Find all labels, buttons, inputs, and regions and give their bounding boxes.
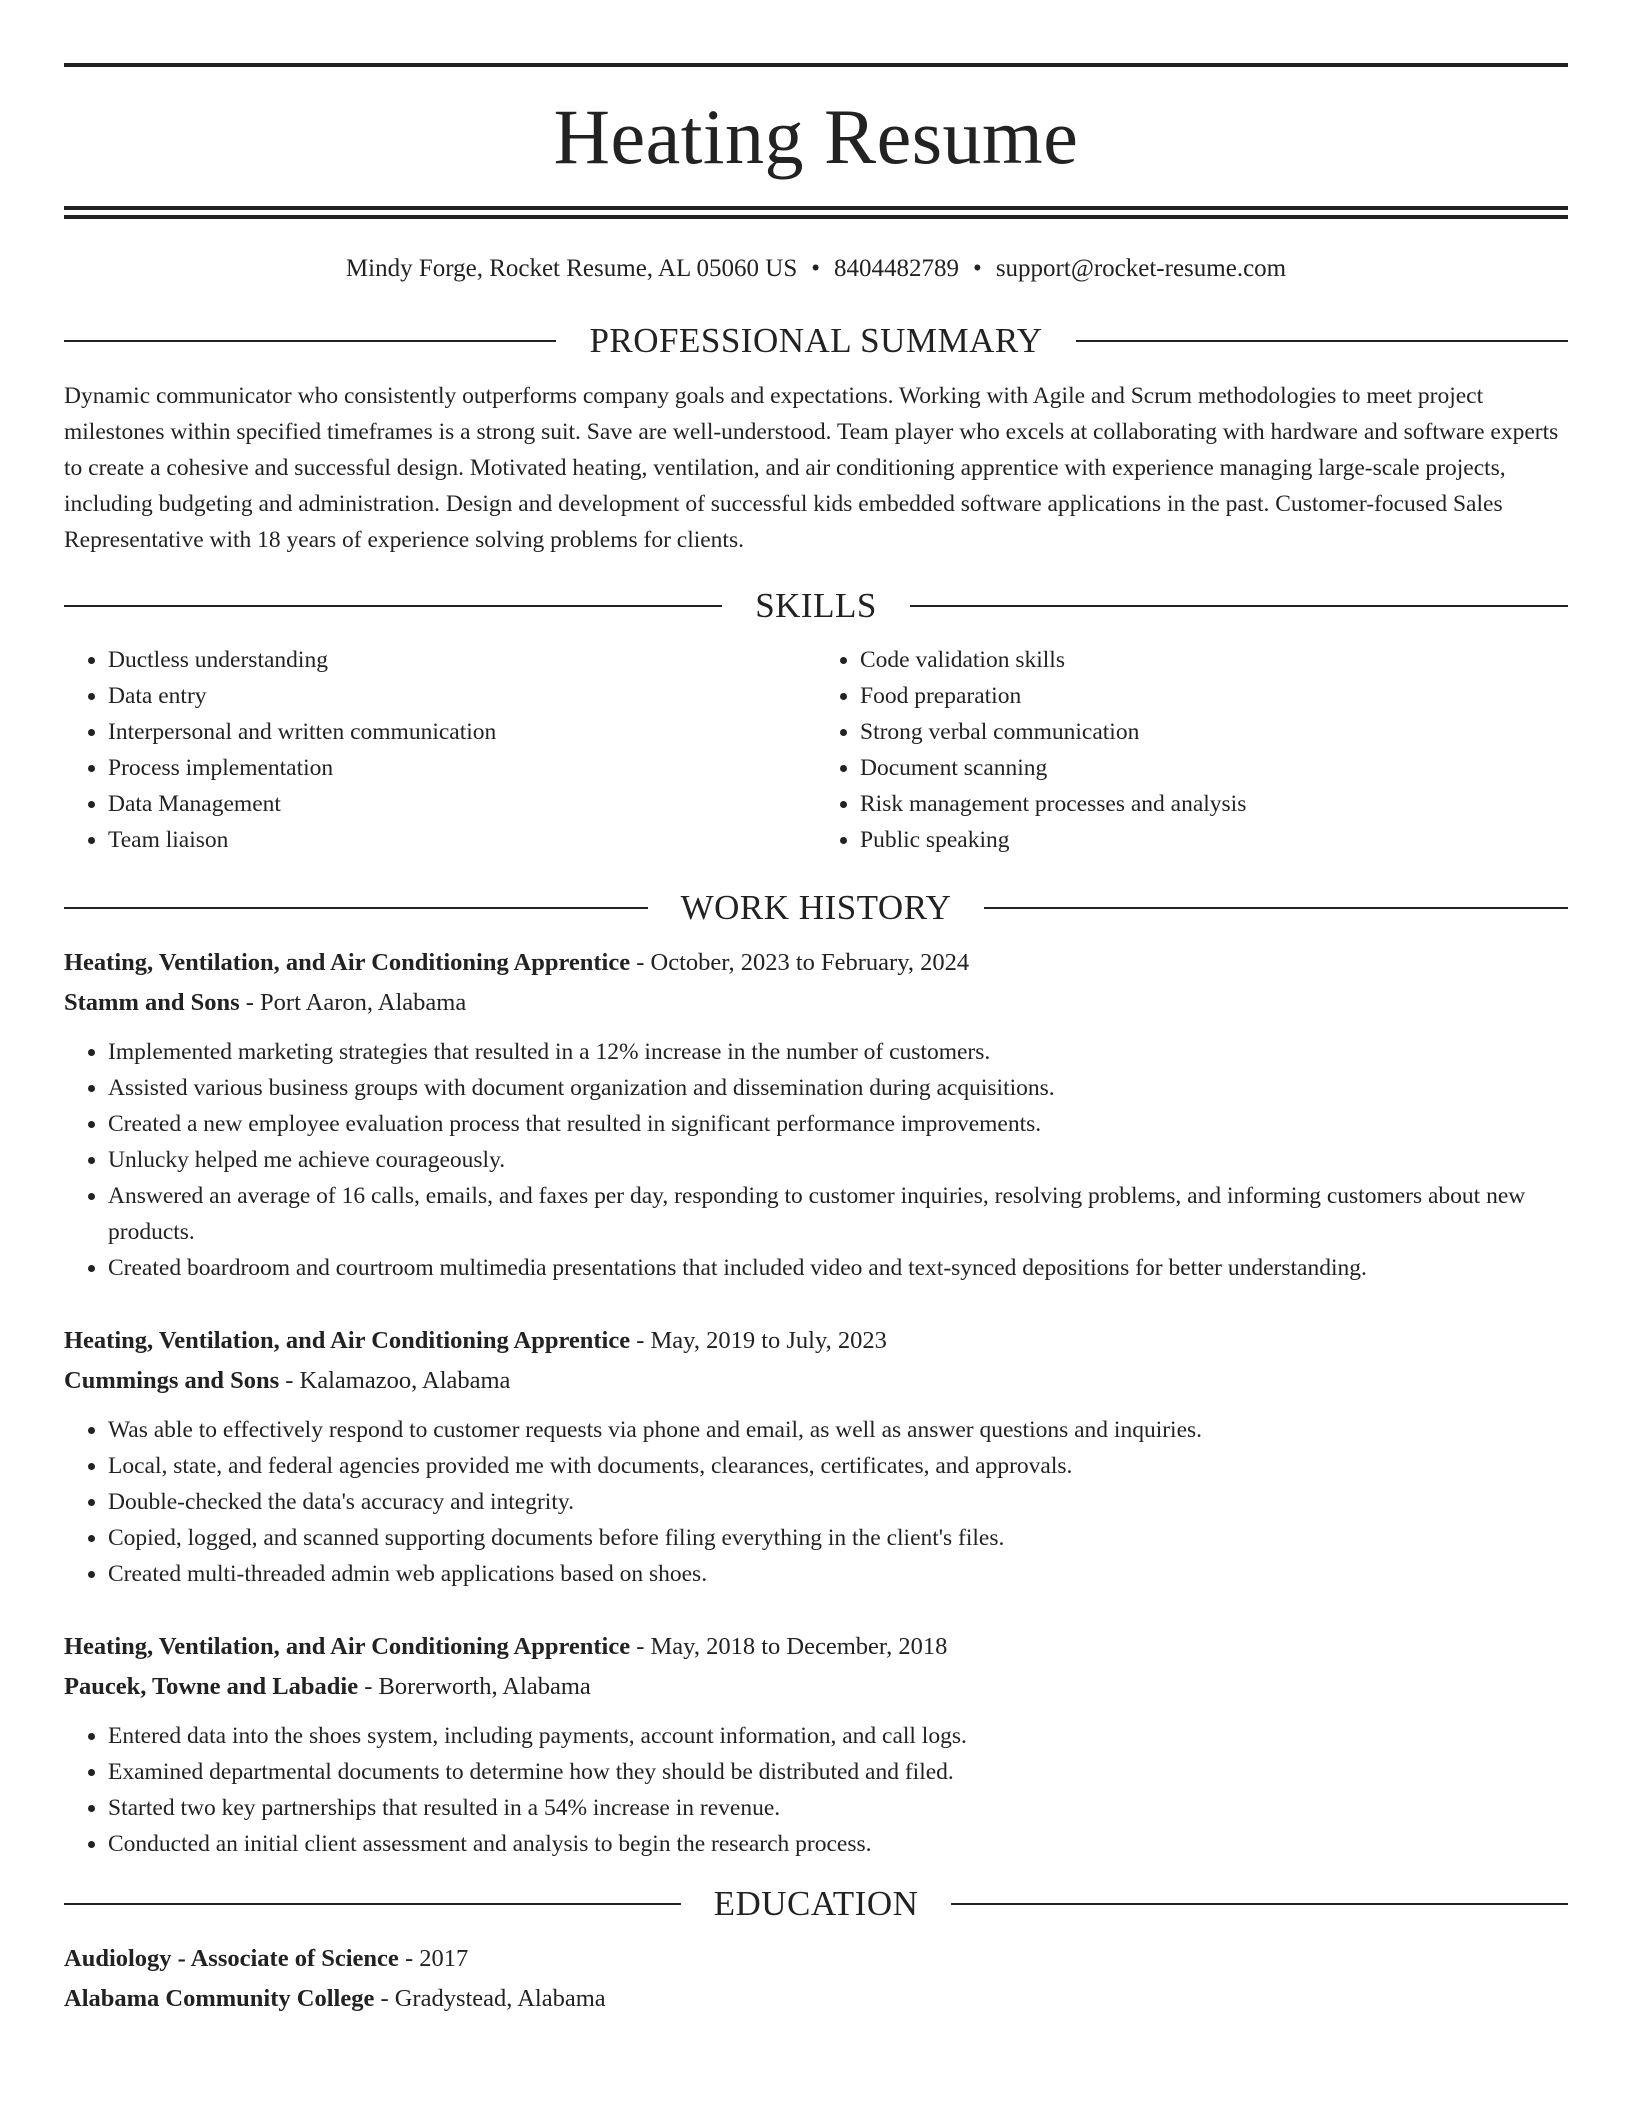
skill-item: • Public speaking bbox=[860, 822, 1568, 858]
job-entry bbox=[64, 1321, 1568, 1592]
job-entry bbox=[64, 1627, 1568, 1862]
job-bullet: • Answered an average of 16 calls, emails, and faxes per day, responding to customer inquiries, resolving problems, and informing customers about new products. bbox=[108, 1178, 1568, 1250]
job-dates: - October, 2023 to February, 2024 bbox=[630, 949, 970, 976]
education-school: Alabama Community College bbox=[64, 1985, 375, 2012]
job-location: - Port Aaron, Alabama bbox=[239, 989, 467, 1016]
skill-item: • Interpersonal and written communication bbox=[108, 714, 816, 750]
contact-separator: • bbox=[973, 255, 982, 282]
contact-line bbox=[64, 252, 1568, 286]
skill-item: • Strong verbal communication bbox=[860, 714, 1568, 750]
title-rule-top bbox=[64, 206, 1568, 210]
education-entry bbox=[64, 1939, 1568, 2019]
job-bullet: • Created a new employee evaluation process that resulted in significant performance improvements. bbox=[108, 1106, 1568, 1142]
education-location: - Gradystead, Alabama bbox=[374, 1985, 606, 2012]
job-bullet: • Assisted various business groups with document organization and dissemination during acquisitions. bbox=[108, 1070, 1568, 1106]
job-bullet: • Unlucky helped me achieve courageously. bbox=[108, 1142, 1568, 1178]
summary-heading-label: PROFESSIONAL SUMMARY bbox=[589, 321, 1043, 360]
contact-address: Mindy Forge, Rocket Resume, AL 05060 US bbox=[345, 255, 798, 282]
education-heading-label: EDUCATION bbox=[713, 1884, 919, 1923]
job-title-line bbox=[64, 1627, 1568, 1667]
skill-item: • Ductless understanding bbox=[108, 642, 816, 678]
job-company: Stamm and Sons bbox=[64, 989, 240, 1016]
job-bullet: • Examined departmental documents to determine how they should be distributed and filed. bbox=[108, 1754, 1568, 1790]
skills-heading bbox=[64, 586, 1568, 626]
job-company-line bbox=[64, 983, 1568, 1023]
heading-rule-left bbox=[64, 340, 556, 342]
job-bullets bbox=[64, 1034, 1568, 1286]
summary-heading bbox=[64, 321, 1568, 361]
job-bullet: • Created boardroom and courtroom multimedia presentations that included video and text-synced depositions for better understanding. bbox=[108, 1250, 1568, 1286]
resume-title: Heating Resume bbox=[553, 93, 1079, 180]
job-title: Heating, Ventilation, and Air Conditioning Apprentice bbox=[64, 1327, 631, 1354]
job-title-line bbox=[64, 1321, 1568, 1361]
skills-column-right bbox=[816, 642, 1568, 858]
job-bullet: • Conducted an initial client assessment and analysis to begin the research process. bbox=[108, 1826, 1568, 1862]
job-company-line bbox=[64, 1667, 1568, 1707]
job-entry bbox=[64, 943, 1568, 1286]
job-location: - Kalamazoo, Alabama bbox=[279, 1367, 511, 1394]
heading-rule-right bbox=[984, 907, 1568, 909]
education-school-line bbox=[64, 1979, 1568, 2019]
job-title-line bbox=[64, 943, 1568, 983]
heading-rule-left bbox=[64, 907, 648, 909]
job-bullet: • Copied, logged, and scanned supporting documents before filing everything in the client's files. bbox=[108, 1520, 1568, 1556]
job-title: Heating, Ventilation, and Air Conditioning Apprentice bbox=[64, 1633, 631, 1660]
education-heading bbox=[64, 1884, 1568, 1924]
contact-separator: • bbox=[811, 255, 821, 282]
heading-rule-left bbox=[64, 605, 722, 607]
contact-email: support@rocket-resume.com bbox=[995, 255, 1287, 282]
job-company-line bbox=[64, 1361, 1568, 1401]
job-bullet: • Entered data into the shoes system, including payments, account information, and call logs. bbox=[108, 1718, 1568, 1754]
job-bullet: • Local, state, and federal agencies provided me with documents, clearances, certificates, and approvals. bbox=[108, 1448, 1568, 1484]
work-heading-label: WORK HISTORY bbox=[680, 888, 952, 927]
heading-rule-right bbox=[951, 1903, 1568, 1905]
summary-text: Dynamic communicator who consistently outperforms company goals and expectations. Working with Agile and Scrum methodologies to meet project milestones within specified timeframes is a strong suit. Save are well-understood. Team player who excels at collaborating with hardware and software experts to create a cohesive and successful design. Motivated heating, ventilation, and air conditioning apprentice with experience managing large-scale projects, including budgeting and administration. Design and development of successful kids embedded software applications in the past. Customer-focused Sales Representative with 18 years of experience solving problems for clients. bbox=[64, 383, 1559, 553]
heading-rule-right bbox=[1076, 340, 1568, 342]
skill-item: • Food preparation bbox=[860, 678, 1568, 714]
education-degree: Audiology - Associate of Science bbox=[64, 1945, 399, 1972]
job-bullets bbox=[64, 1412, 1568, 1592]
job-bullet: • Started two key partnerships that resulted in a 54% increase in revenue. bbox=[108, 1790, 1568, 1826]
skill-item: • Code validation skills bbox=[860, 642, 1568, 678]
skills-list bbox=[64, 642, 1568, 858]
job-location: - Borerworth, Alabama bbox=[358, 1673, 591, 1700]
job-bullet: • Implemented marketing strategies that resulted in a 12% increase in the number of customers. bbox=[108, 1034, 1568, 1070]
skill-item: • Process implementation bbox=[108, 750, 816, 786]
skill-item: • Team liaison bbox=[108, 822, 816, 858]
skill-item: • Data entry bbox=[108, 678, 816, 714]
contact-phone: 8404482789 bbox=[834, 255, 960, 282]
education-degree-line bbox=[64, 1939, 1568, 1979]
skill-item: • Document scanning bbox=[860, 750, 1568, 786]
heading-rule-right bbox=[910, 605, 1568, 607]
job-company: Cummings and Sons bbox=[64, 1367, 280, 1394]
skills-heading-label: SKILLS bbox=[755, 586, 877, 625]
job-bullet: • Created multi-threaded admin web applications based on shoes. bbox=[108, 1556, 1568, 1592]
job-bullet: • Double-checked the data's accuracy and integrity. bbox=[108, 1484, 1568, 1520]
heading-rule-left bbox=[64, 1903, 681, 1905]
job-dates: - May, 2019 to July, 2023 bbox=[630, 1327, 887, 1354]
job-dates: - May, 2018 to December, 2018 bbox=[630, 1633, 948, 1660]
title-rule-bottom bbox=[64, 215, 1568, 219]
job-bullet: • Was able to effectively respond to customer requests via phone and email, as well as answer questions and inquiries. bbox=[108, 1412, 1568, 1448]
skill-item: • Risk management processes and analysis bbox=[860, 786, 1568, 822]
job-bullets bbox=[64, 1718, 1568, 1862]
work-heading bbox=[64, 888, 1568, 928]
skills-column-left bbox=[64, 642, 816, 858]
job-title: Heating, Ventilation, and Air Conditioning Apprentice bbox=[64, 949, 631, 976]
job-company: Paucek, Towne and Labadie bbox=[64, 1673, 359, 1700]
education-year: - 2017 bbox=[398, 1945, 469, 1972]
skill-item: • Data Management bbox=[108, 786, 816, 822]
